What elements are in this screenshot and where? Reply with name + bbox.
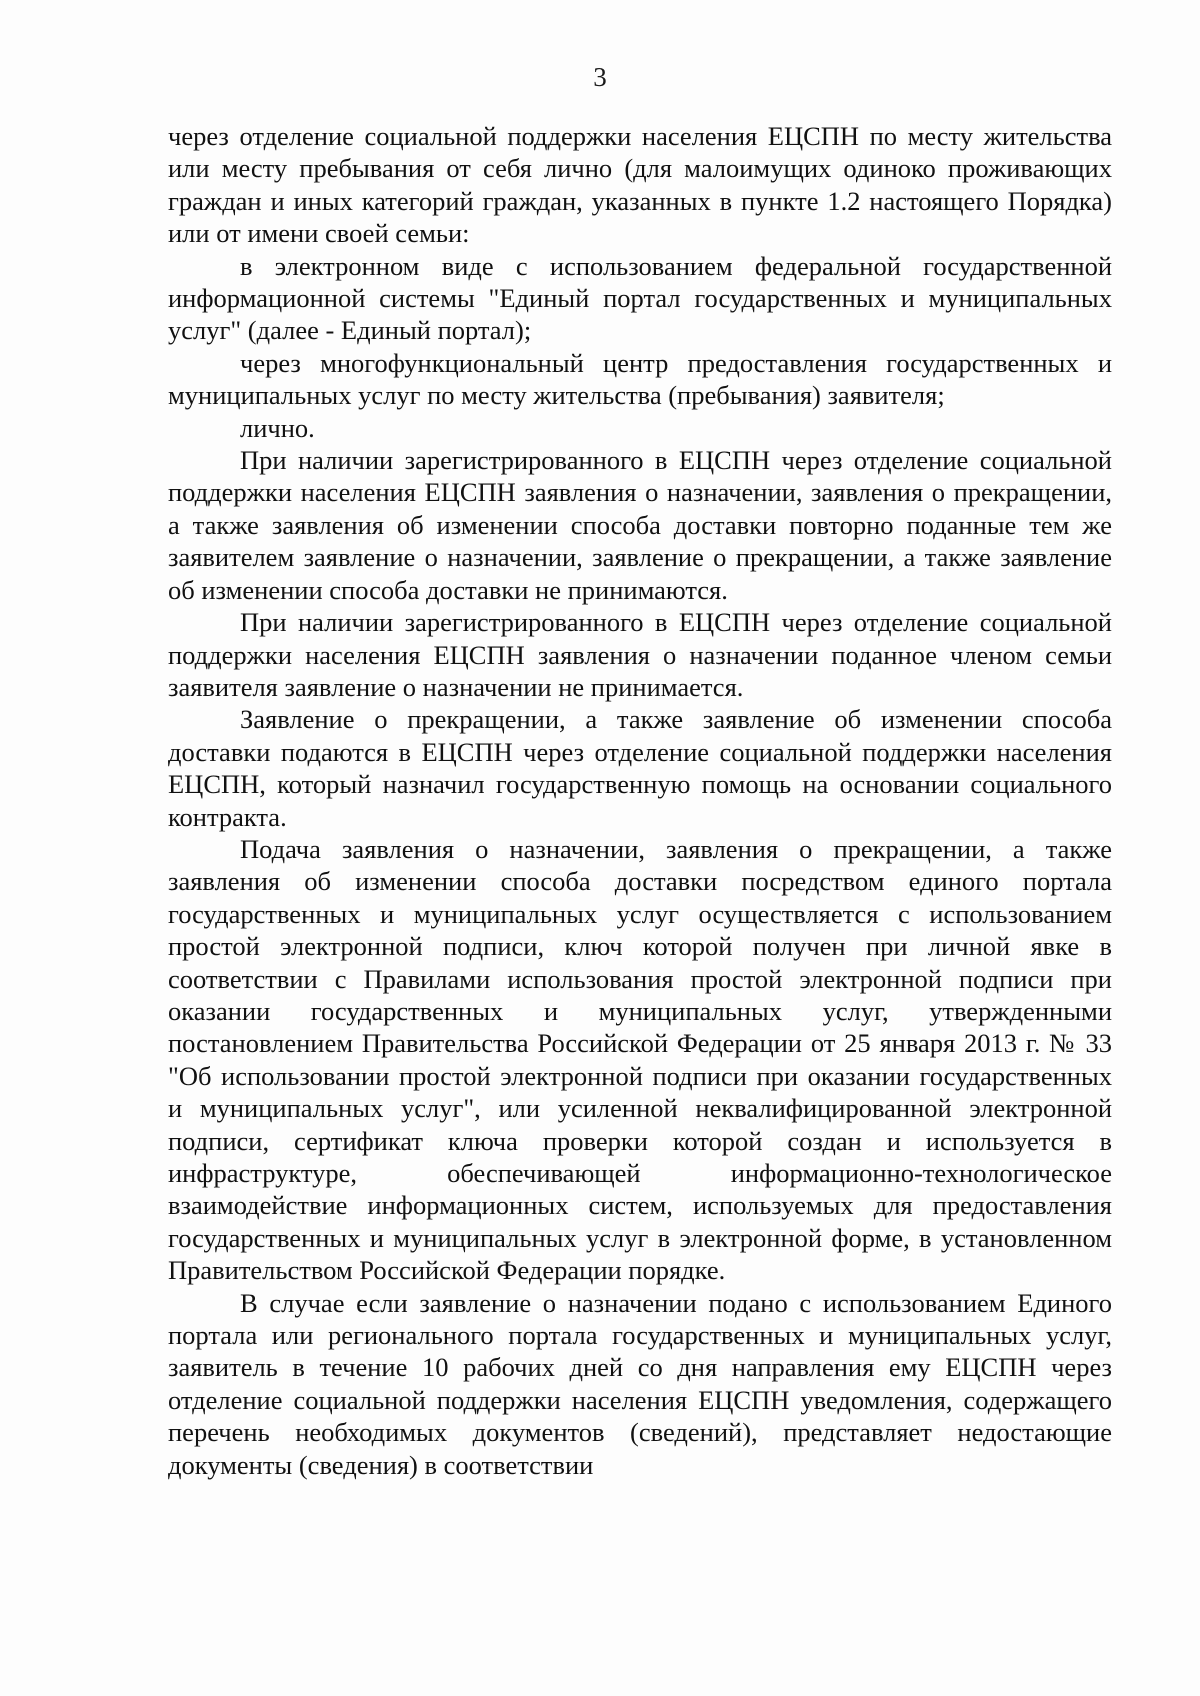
- paragraph-3: через многофункциональный центр предоставления государственных и муниципальных услуг по месту жительства (пребывания) заявителя;: [168, 347, 1112, 411]
- paragraph-2: в электронном виде с использованием федеральной государственной информационной системы "Единый портал государственных и муниципальных услуг" (далее - Единый портал);: [168, 250, 1112, 346]
- document-body: [168, 120, 1112, 1481]
- paragraph-5: При наличии зарегистрированного в ЕЦСПН через отделение социальной поддержки населения ЕЦСПН заявления о назначении, заявления о прекращении, а также заявления об изменении способа доставки повторно поданные тем же заявителем заявление о назначении, заявление о прекращении, а также заявление об изменении способа доставки не принимаются.: [168, 445, 1112, 605]
- paragraph-9: В случае если заявление о назначении подано с использованием Единого портала или регионального портала государственных и муниципальных услуг, заявитель в течение 10 рабочих дней со дня направления ему ЕЦСПН через отделение социальной поддержки населения ЕЦСПН уведомления, содержащего перечень необходимых документов (сведений), представляет недостающие документы (сведения) в соответствии: [168, 1287, 1112, 1480]
- paragraph-7: Заявление о прекращении, а также заявление об изменении способа доставки подаются в ЕЦСПН через отделение социальной поддержки населения ЕЦСПН, который назначил государственную помощь на основании социального контракта.: [168, 704, 1112, 832]
- paragraph-4: лично.: [240, 412, 315, 443]
- paragraph-1: через отделение социальной поддержки населения ЕЦСПН по месту жительства или месту пребывания от себя лично (для малоимущих одиноко проживающих граждан и иных категорий граждан, указанных в пункте 1.2 настоящего Порядка) или от имени своей семьи:: [168, 121, 1112, 249]
- page-number: 3: [593, 62, 607, 92]
- paragraph-6: При наличии зарегистрированного в ЕЦСПН через отделение социальной поддержки населения ЕЦСПН заявления о назначении поданное членом семьи заявителя заявление о назначении не принимается.: [168, 607, 1112, 702]
- paragraph-8: Подача заявления о назначении, заявления о прекращении, а также заявления об изменении способа доставки посредством единого портала государственных и муниципальных услуг осуществляется с использованием простой электронной подписи, ключ которой получен при личной явке в соответствии с Правилами использования простой электронной подписи при оказании государственных и муниципальных услуг, утвержденными постановлением Правительства Российской Федерации от 25 января 2013 г. № 33 "Об использовании простой электронной подписи при оказании государственных и муниципальных услуг", или усиленной неквалифицированной электронной подписи, сертификат ключа проверки которой создан и используется в инфраструктуре, обеспечивающей информационно-технологическое взаимодействие информационных систем, используемых для предоставления государственных и муниципальных услуг в электронной форме, в установленном Правительством Российской Федерации порядке.: [168, 833, 1112, 1286]
